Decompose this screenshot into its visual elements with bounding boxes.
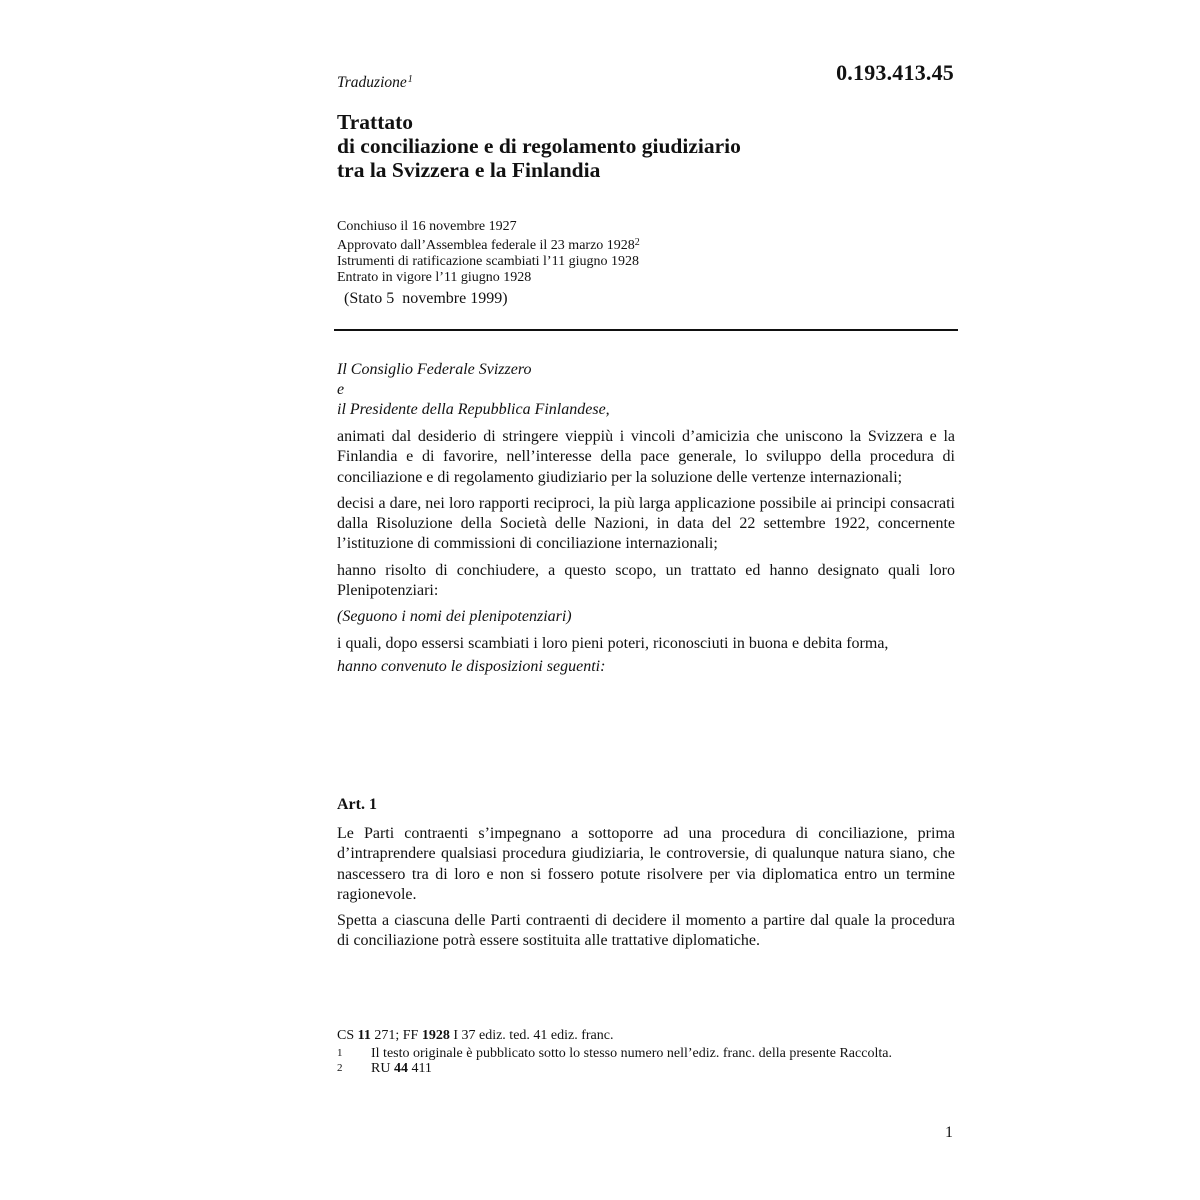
preamble	[337, 360, 955, 677]
article-1-paragraph-1: Le Parti contraenti s’impegnano a sottoporre ad una procedura di conciliazione, prima d’intraprendere qualsiasi procedura giudiziaria, le controversie, di qualunque natura siano, che nascessero tra di loro e non si fossero potute risolvere per via diplomatica entro un termine ragionevole.	[337, 825, 955, 903]
preamble-paragraph-3: hanno risolto di conchiudere, a questo scopo, un trattato ed hanno designato quali loro Plenipotenziari:	[337, 561, 955, 600]
footnote-ref-2[interactable]: 2	[634, 237, 640, 248]
party-finland: il Presidente della Repubblica Finlandese,	[337, 401, 610, 418]
cs-label: CS	[337, 1028, 358, 1043]
cs-page: 271; FF	[370, 1028, 422, 1043]
preamble-paragraph-5: i quali, dopo essersi scambiati i loro pieni poteri, riconosciuti in buona e debita forma,	[337, 634, 889, 652]
plenipotentiaries-note: (Seguono i nomi dei plenipotenziari)	[337, 608, 572, 626]
footnote-2-number: 2	[337, 1062, 343, 1074]
source-reference	[337, 1028, 955, 1044]
article-1-paragraph-2: Spetta a ciascuna delle Parti contraenti di decidere il momento a partire dal quale la procedura di conciliazione potrà essere sostituita alle trattative diplomatiche.	[337, 912, 955, 950]
header-divider	[334, 329, 958, 331]
concluded-date: Conchiuso il 16 novembre 1927	[337, 219, 517, 234]
preamble-paragraph-1: animati dal desiderio di stringere vieppiù i vincoli d’amicizia che uniscono la Svizzera e la Finlandia e di favorire, nell’interesse della pace generale, lo sviluppo della procedura di conciliazione e di regolamento giudiziario per la soluzione delle vertenze internazionali;	[337, 428, 955, 486]
title-line-3: tra la Svizzera e la Finlandia	[337, 158, 601, 182]
title-line-1: Trattato	[337, 110, 414, 134]
party-conjunction: e	[337, 381, 345, 398]
footnote-2	[337, 1061, 955, 1077]
translation-label-text: Traduzione	[337, 74, 407, 91]
footnote-1-number: 1	[337, 1046, 343, 1059]
in-force-date: Entrato in vigore l’11 giugno 1928	[337, 270, 532, 285]
title-line-2: di conciliazione e di regolamento giudiziario	[337, 134, 741, 158]
document-title	[337, 110, 741, 182]
preamble-paragraph-2: decisi a dare, nei loro rapporti reciproci, la più larga applicazione possibile ai principi consacrati dalla Risoluzione della Società delle Nazioni, in data del 22 settembre 1922, concernente l’istituzione di commissioni di conciliazione internazionali;	[337, 494, 955, 553]
sr-number: 0.193.413.45	[836, 60, 954, 85]
article-1	[337, 795, 955, 958]
page-number: 1	[945, 1124, 953, 1141]
translation-label	[337, 74, 413, 92]
approved-date	[337, 235, 640, 254]
ff-rest: I 37 ediz. ted. 41 ediz. franc.	[449, 1028, 614, 1043]
party-switzerland: Il Consiglio Federale Svizzero	[337, 361, 532, 378]
article-1-title: Art. 1	[337, 796, 377, 813]
ru-label: RU	[371, 1061, 394, 1076]
document-page	[337, 0, 957, 1200]
footnotes	[337, 1028, 955, 1077]
footnote-ref-1[interactable]: 1	[407, 74, 413, 85]
ru-volume: 44	[393, 1061, 408, 1076]
footnote-1	[337, 1046, 955, 1062]
cs-volume: 11	[357, 1028, 371, 1043]
document-metadata	[337, 219, 640, 286]
ratification-date: Istrumenti di ratificazione scambiati l’11 giugno 1928	[337, 254, 639, 269]
approved-date-text: Approvato dall’Assemblea federale il 23 marzo 1928	[337, 238, 635, 253]
ff-year: 1928	[421, 1028, 450, 1043]
footnote-1-text: Il testo originale è pubblicato sotto lo stesso numero nell’ediz. franc. della presente Raccolta.	[371, 1045, 892, 1061]
footnote-2-text	[371, 1061, 955, 1077]
preamble-closing: hanno convenuto le disposizioni seguenti:	[337, 657, 606, 675]
ru-page: 411	[407, 1061, 432, 1076]
status-date: (Stato 5 novembre 1999)	[340, 290, 508, 307]
